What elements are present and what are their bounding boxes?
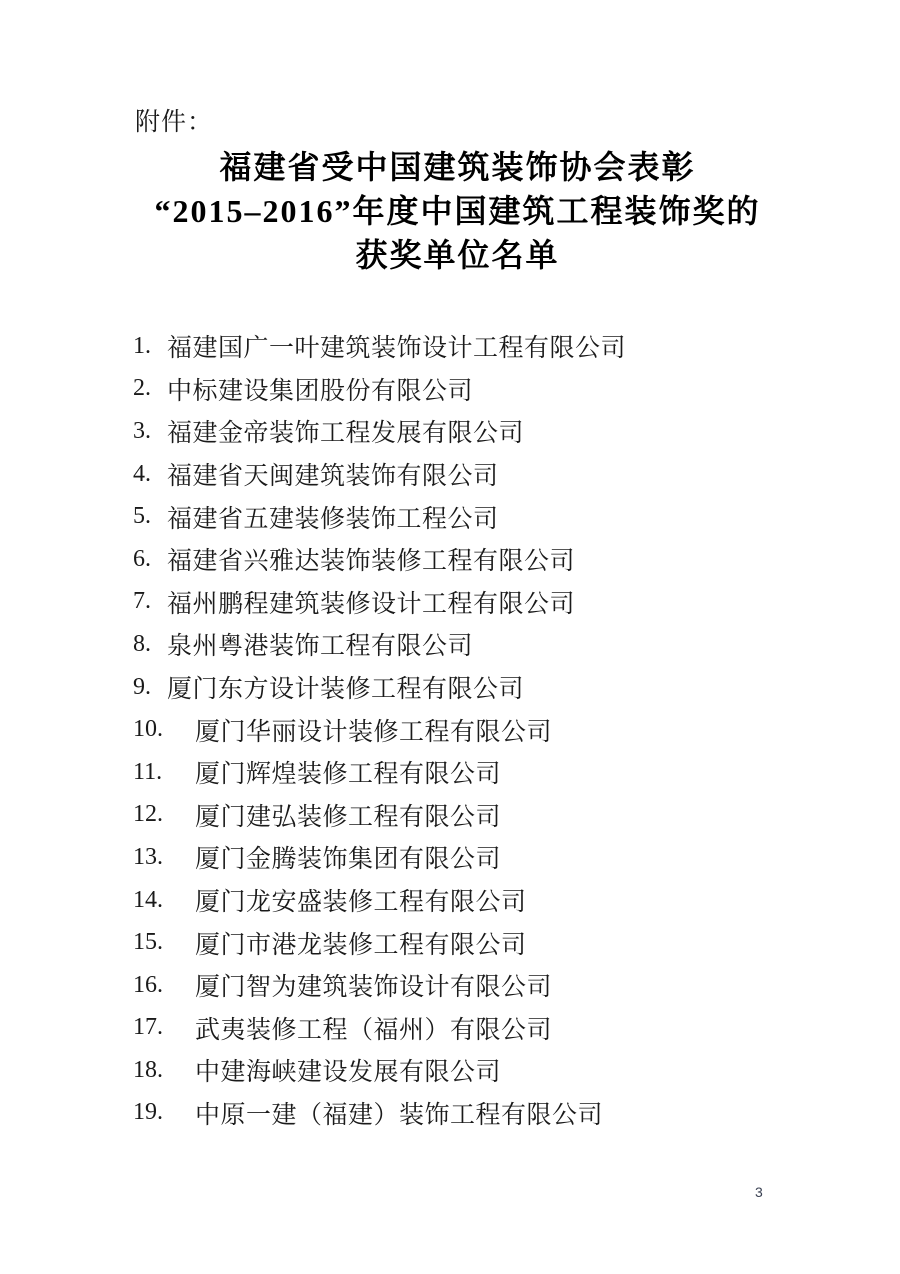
item-number: 13. xyxy=(133,843,163,870)
list-item xyxy=(133,368,778,411)
item-company-name: 泉州粤港装饰工程有限公司 xyxy=(167,633,474,661)
item-number: 9. xyxy=(133,673,151,700)
item-number: 1. xyxy=(133,332,151,359)
item-number: 10. xyxy=(133,716,163,743)
item-company-name: 中标建设集团股份有限公司 xyxy=(167,377,474,405)
item-number: 12. xyxy=(133,801,163,828)
list-item xyxy=(133,1092,778,1135)
list-item xyxy=(133,879,778,922)
list-item xyxy=(133,1049,778,1092)
award-list xyxy=(133,325,778,1134)
list-item xyxy=(133,836,778,879)
item-company-name: 福建国广一叶建筑装饰设计工程有限公司 xyxy=(167,335,627,363)
list-item xyxy=(133,581,778,624)
title-line-1: 福建省受中国建筑装饰协会表彰 xyxy=(219,149,696,185)
item-number: 7. xyxy=(133,588,151,615)
item-company-name: 福建金帝装饰工程发展有限公司 xyxy=(167,420,525,448)
item-number: 6. xyxy=(133,545,151,572)
item-company-name: 厦门辉煌装修工程有限公司 xyxy=(195,761,502,789)
list-item xyxy=(133,325,778,368)
list-item xyxy=(133,964,778,1007)
item-company-name: 厦门金腾装饰集团有限公司 xyxy=(195,846,502,874)
list-item xyxy=(133,410,778,453)
item-number: 17. xyxy=(133,1014,163,1041)
list-item xyxy=(133,751,778,794)
list-item xyxy=(133,921,778,964)
item-company-name: 福州鹏程建筑装修设计工程有限公司 xyxy=(167,590,576,618)
list-item xyxy=(133,794,778,837)
item-number: 2. xyxy=(133,375,151,402)
item-company-name: 厦门建弘装修工程有限公司 xyxy=(195,803,502,831)
item-number: 19. xyxy=(133,1099,163,1126)
item-company-name: 福建省兴雅达装饰装修工程有限公司 xyxy=(167,548,576,576)
item-number: 11. xyxy=(133,758,163,785)
item-number: 5. xyxy=(133,503,151,530)
list-item xyxy=(133,708,778,751)
item-company-name: 中原一建（福建）装饰工程有限公司 xyxy=(195,1101,604,1129)
item-company-name: 厦门市港龙装修工程有限公司 xyxy=(195,931,527,959)
list-item xyxy=(133,623,778,666)
page-number: 3 xyxy=(755,1184,763,1200)
item-number: 4. xyxy=(133,460,151,487)
list-item xyxy=(133,538,778,581)
list-item xyxy=(133,1007,778,1050)
title-line-3: 获奖单位名单 xyxy=(355,237,560,273)
item-number: 18. xyxy=(133,1056,163,1083)
document-title xyxy=(135,145,780,277)
item-company-name: 厦门华丽设计装修工程有限公司 xyxy=(195,718,553,746)
list-item xyxy=(133,666,778,709)
item-company-name: 厦门龙安盛装修工程有限公司 xyxy=(195,889,527,917)
attachment-label: 附件： xyxy=(135,109,214,136)
item-company-name: 福建省五建装修装饰工程公司 xyxy=(167,505,499,533)
list-item xyxy=(133,495,778,538)
item-number: 15. xyxy=(133,929,163,956)
item-company-name: 厦门智为建筑装饰设计有限公司 xyxy=(195,974,553,1002)
list-item xyxy=(133,453,778,496)
item-company-name: 武夷装修工程（福州）有限公司 xyxy=(195,1016,553,1044)
item-company-name: 福建省天闽建筑装饰有限公司 xyxy=(167,463,499,491)
item-number: 16. xyxy=(133,971,163,998)
item-number: 3. xyxy=(133,417,151,444)
item-company-name: 中建海峡建设发展有限公司 xyxy=(195,1059,502,1087)
item-company-name: 厦门东方设计装修工程有限公司 xyxy=(167,676,525,704)
item-number: 14. xyxy=(133,886,163,913)
item-number: 8. xyxy=(133,630,151,657)
title-line-2: “2015–2016”年度中国建筑工程装饰奖的 xyxy=(154,193,761,229)
